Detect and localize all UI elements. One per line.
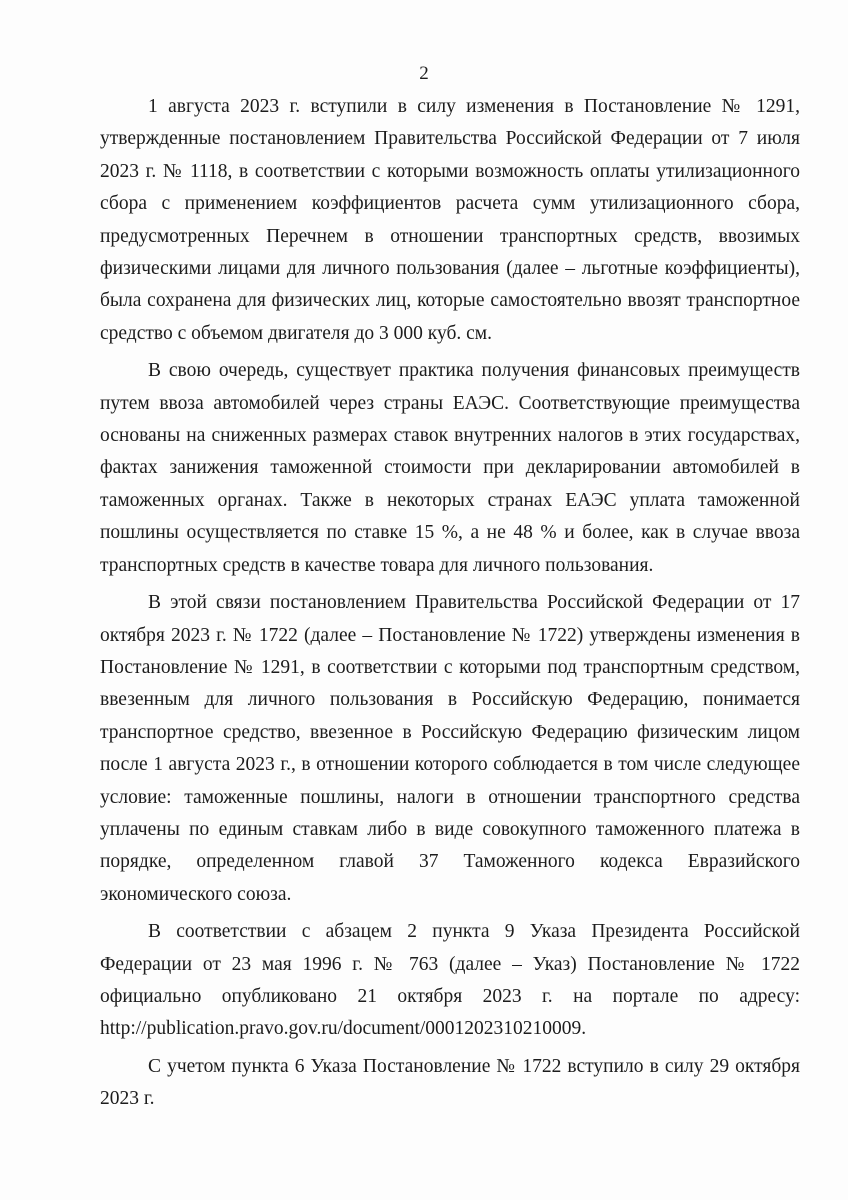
page-number: 2 (419, 63, 429, 84)
paragraph-entry-into-force: С учетом пункта 6 Указа Постановление № 1722 вступило в силу 29 октября 2023 г. (100, 1055, 800, 1110)
paragraph-utilization-fee-changes: 1 августа 2023 г. вступили в силу изменения в Постановление № 1291, утвержденные постановлением Правительства Российской Федерации от 7 июля 2023 г. № 1118, в соответствии с которыми возможность оплаты утилизационного сбора с применением коэффициентов расчета сумм утилизационного сбора, предусмотренных Перечнем в отношении транспортных средств, ввозимых физическими лицами для личного пользования (далее – льготные коэффициенты), была сохранена для физических лиц, которые самостоятельно ввозят транспортное средство с объемом двигателя до 3 000 куб. см. (100, 96, 800, 344)
document-body (100, 91, 800, 1116)
paragraph-eaeu-import-practice: В свою очередь, существует практика получения финансовых преимуществ путем ввоза автомобилей через страны ЕАЭС. Соответствующие преимущества основаны на сниженных размерах ставок внутренних налогов в этих государствах, фактах занижения таможенной стоимости при декларировании автомобилей в таможенных органах. Также в некоторых странах ЕАЭС уплата таможенной пошлины осуществляется по ставке 15 %, а не 48 % и более, как в случае ввоза транспортных средств в качестве товара для личного пользования. (100, 360, 800, 576)
paragraph-resolution-1722: В этой связи постановлением Правительства Российской Федерации от 17 октября 2023 г. № 1722 (далее – Постановление № 1722) утверждены изменения в Постановление № 1291, в соответствии с которыми под транспортным средством, ввезенным для личного пользования в Российскую Федерацию, понимается транспортное средство, ввезенное в Российскую Федерацию физическим лицом после 1 августа 2023 г., в отношении которого соблюдается в том числе следующее условие: таможенные пошлины, налоги в отношении транспортного средства уплачены по единым ставкам либо в виде совокупного таможенного платежа в порядке, определенном главой 37 Таможенного кодекса Евразийского экономического союза. (100, 592, 800, 905)
paragraph-official-publication: В соответствии с абзацем 2 пункта 9 Указа Президента Российской Федерации от 23 мая 1996 г. № 763 (далее – Указ) Постановление № 1722 официально опубликовано 21 октября 2023 г. на портале по адресу: http://publication.pravo.gov.ru/document/0001202310210009. (100, 921, 800, 1040)
